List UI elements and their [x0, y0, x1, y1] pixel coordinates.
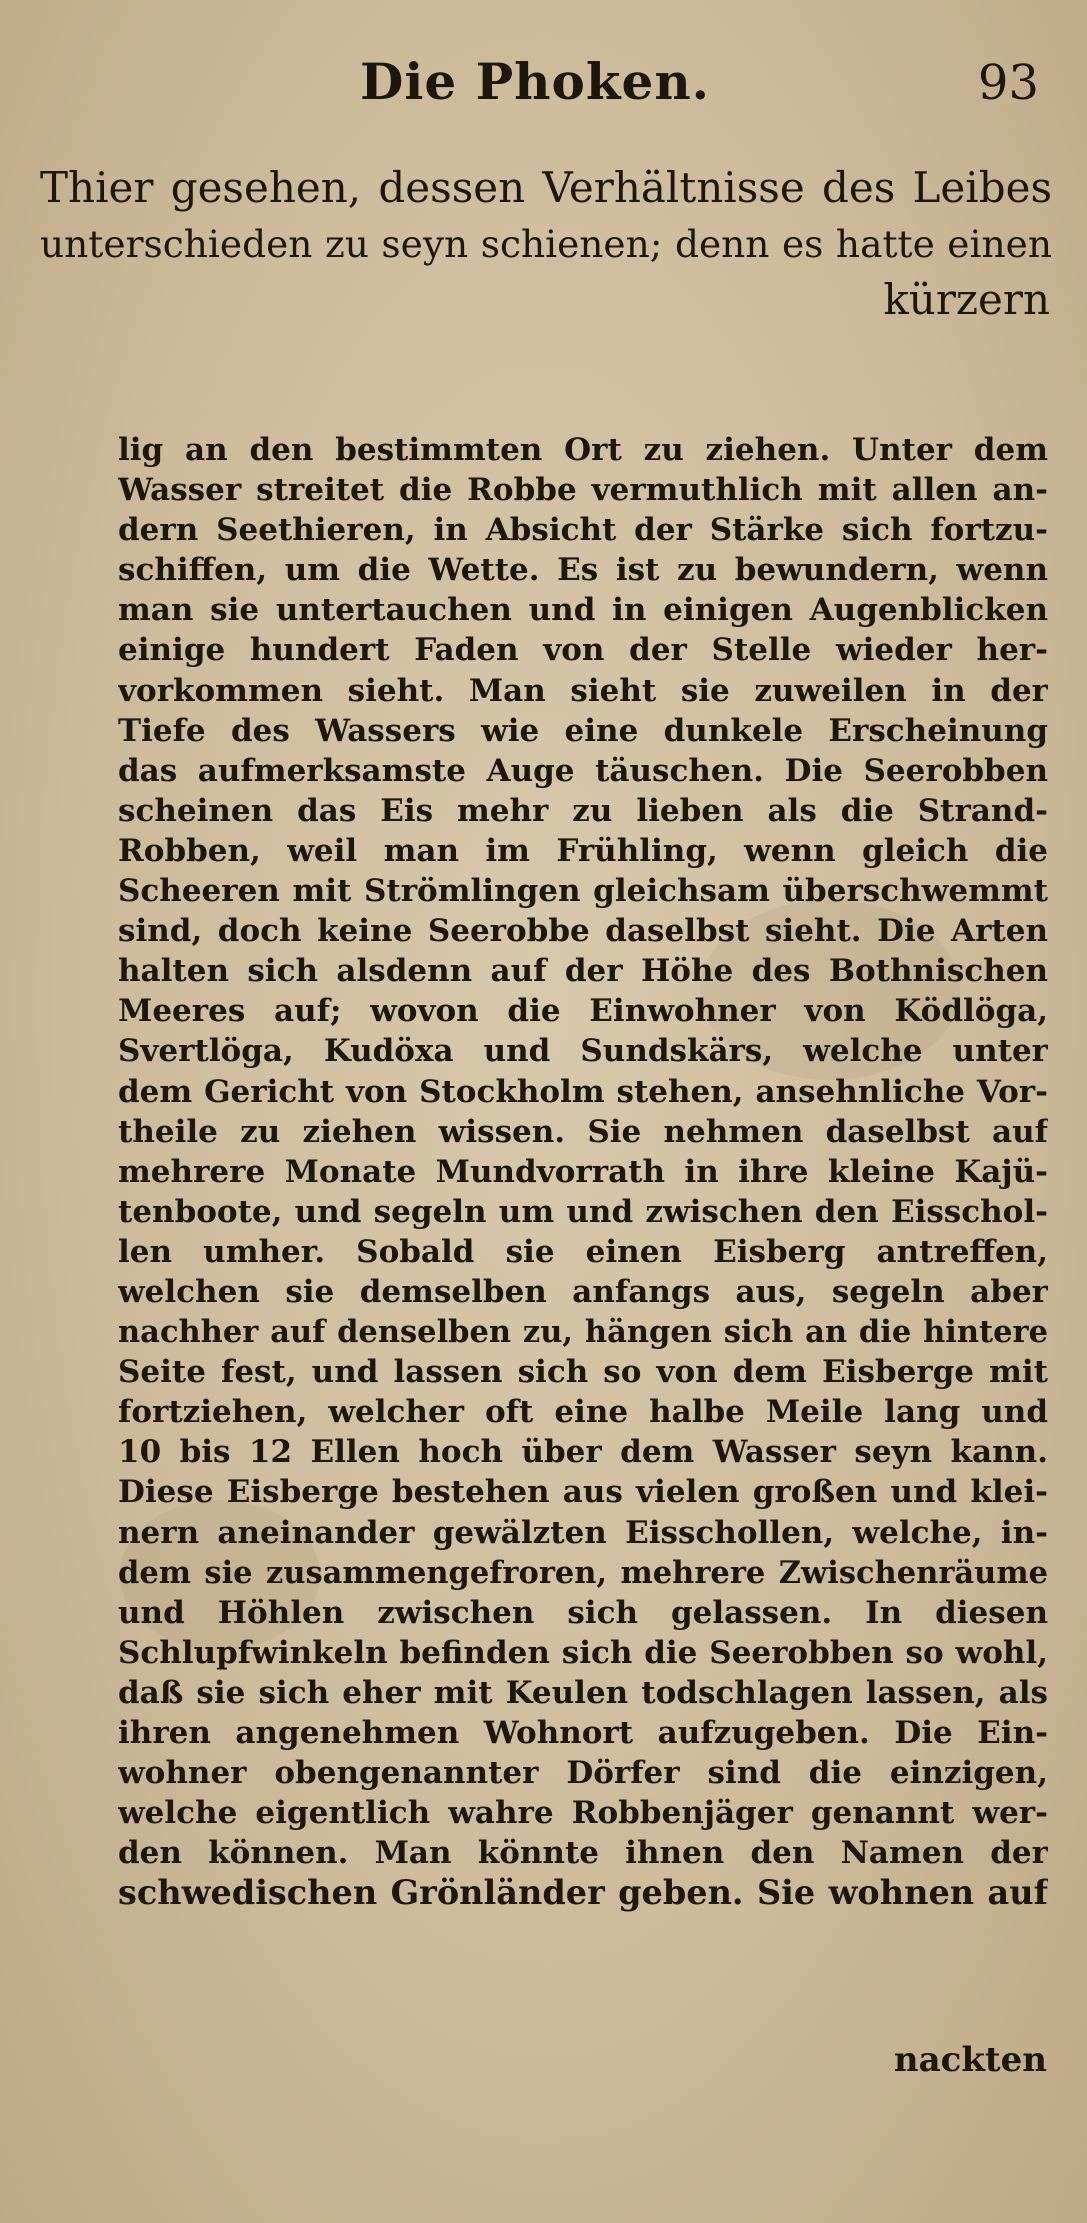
text-line: schiffen, um die Wette. Es ist zu bewundern, wenn	[118, 552, 1048, 589]
text-line: dem Gericht von Stockholm stehen, ansehnliche Vor-	[118, 1073, 1048, 1110]
text-line: Diese Eisberge bestehen aus vielen großen und klei-	[118, 1474, 1048, 1511]
text-line: Robben, weil man im Frühling, wenn gleich die	[118, 832, 1048, 869]
text-line: scheinen das Eis mehr zu lieben als die Strand-	[118, 792, 1048, 829]
page-number: 93	[977, 55, 1039, 111]
text-line: daß sie sich eher mit Keulen todschlagen lassen, als	[118, 1674, 1048, 1711]
text-line: Seite fest, und lassen sich so von dem Eisberge mit	[118, 1354, 1048, 1391]
text-line: nachher auf denselben zu, hängen sich an die hintere	[118, 1314, 1048, 1351]
catchword: nackten	[893, 2040, 1047, 2080]
text-line: Meeres auf; wovon die Einwohner von Ködlöga,	[118, 993, 1048, 1030]
text-line: den können. Man könnte ihnen den Namen der	[118, 1835, 1048, 1872]
text-line: welchen sie demselben anfangs aus, segeln aber	[118, 1273, 1048, 1310]
text-line: ihren angenehmen Wohnort aufzugeben. Die Ein-	[118, 1715, 1048, 1751]
text-line: das aufmerksamste Auge täuschen. Die Seerobben	[118, 752, 1048, 789]
text-line: vorkommen sieht. Man sieht sie zuweilen in der	[118, 672, 1048, 709]
text-line: Tiefe des Wassers wie eine dunkele Erscheinung	[118, 712, 1048, 749]
text-line: len umher. Sobald sie einen Eisberg antreffen,	[118, 1233, 1048, 1270]
text-line: und Höhlen zwischen sich gelassen. In diesen	[118, 1594, 1048, 1631]
text-line: lig an den bestimmten Ort zu ziehen. Unter dem	[118, 432, 1048, 468]
text-line: dem sie zusammengefroren, mehrere Zwischenräume	[118, 1554, 1048, 1591]
text-line: schwedischen Grönländer geben. Sie wohnen auf	[118, 1873, 1048, 1913]
text-line: Thier gesehen, dessen Verhältnisse des Leibes	[40, 163, 1052, 212]
text-line: sind, doch keine Seerobbe daselbst sieht. Die Arten	[118, 913, 1048, 950]
text-line: mehrere Monate Mundvorrath in ihre kleine Kajü-	[118, 1153, 1048, 1190]
text-line: Schlupfwinkeln befinden sich die Seerobben so wohl,	[118, 1634, 1048, 1671]
text-line: Svertlöga, Kudöxa und Sundskärs, welche unter	[118, 1033, 1048, 1070]
text-line: unterschieden zu seyn schienen; denn es hatte einen	[40, 222, 1052, 266]
running-header-title: Die Phoken.	[360, 52, 711, 111]
text-line: einige hundert Faden von der Stelle wieder her-	[118, 632, 1048, 669]
text-line: fortziehen, welcher oft eine halbe Meile lang und	[118, 1394, 1048, 1431]
text-line: Scheeren mit Strömlingen gleichsam überschwemmt	[118, 873, 1048, 910]
text-line: man sie untertauchen und in einigen Augenblicken	[118, 592, 1048, 629]
text-line-catchword: kürzern	[883, 275, 1050, 324]
text-line: wohner obengenannter Dörfer sind die einzigen,	[118, 1755, 1048, 1792]
top-paragraph	[40, 160, 1052, 328]
text-line: Wasser streitet die Robbe vermuthlich mit allen an-	[118, 472, 1048, 509]
text-line: halten sich alsdenn auf der Höhe des Bothnischen	[118, 953, 1048, 990]
text-line: dern Seethieren, in Absicht der Stärke sich fortzu-	[118, 512, 1048, 549]
text-line: nern aneinander gewälzten Eisschollen, welche, in-	[118, 1514, 1048, 1551]
main-paragraph	[118, 430, 1048, 1913]
text-line: 10 bis 12 Ellen hoch über dem Wasser seyn kann.	[118, 1434, 1048, 1471]
text-line: tenboote, und segeln um und zwischen den Eisschol-	[118, 1193, 1048, 1230]
text-line: theile zu ziehen wissen. Sie nehmen daselbst auf	[118, 1113, 1048, 1150]
text-line: welche eigentlich wahre Robbenjäger genannt wer-	[118, 1795, 1048, 1832]
